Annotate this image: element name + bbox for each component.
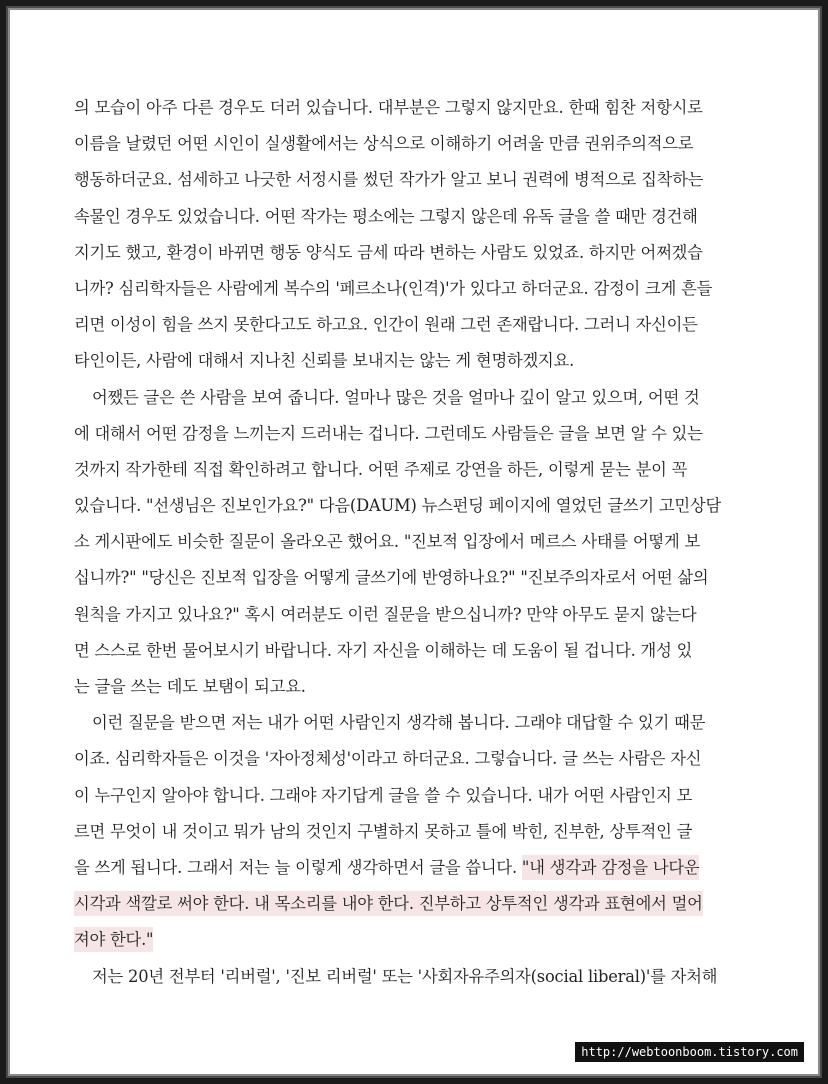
paragraph-1 [74,90,774,380]
highlighted-quote: 시각과 색깔로 써야 한다. 내 목소리를 내야 한다. 진부하고 상투적인 생각과 표현에서 멀어 [74,891,703,916]
text-line: 에 대해서 어떤 감정을 느끼는지 드러내는 겁니다. 그런데도 사람들은 글을 보면 알 수 있는 [74,423,703,443]
watermark-url: http://webtoonboom.tistory.com [575,1042,804,1062]
text-line: 이 누구인지 알아야 합니다. 그래야 자기답게 글을 쓸 수 있습니다. 내가 어떤 사람인지 모 [74,785,693,805]
text-line: 면 스스로 한번 물어보시기 바랍니다. 자기 자신을 이해하는 데 도움이 될 겁니다. 개성 있 [74,640,693,660]
text-line: 르면 무엇이 내 것이고 뭐가 남의 것인지 구별하지 못하고 틀에 박힌, 진부한, 상투적인 글 [74,821,693,841]
text-line: 이런 질문을 받으면 저는 내가 어떤 사람인지 생각해 봅니다. 그래야 대답할 수 있기 때문 [92,713,706,733]
text-line [74,922,774,958]
text-span: 을 쓰게 됩니다. 그래서 저는 늘 이렇게 생각하면서 글을 씁니다. [74,857,522,877]
paragraph-4 [74,959,774,995]
text-line: 것까지 작가한테 직접 확인하려고 합니다. 어떤 주제로 강연을 하든, 이렇게 묻는 분이 꼭 [74,459,688,479]
text-line: 는 글을 쓰는 데도 보탬이 되고요. [74,677,306,696]
paragraph-3 [74,705,774,958]
text-line: 이름을 날렸던 어떤 시인이 실생활에서는 상식으로 이해하기 어려울 만큼 권위주의적으로 [74,134,694,154]
text-line: 리면 이성이 힘을 쓰지 못한다고도 하고요. 인간이 원래 그런 존재랍니다. 그러니 자신이든 [74,315,698,335]
text-line: 이죠. 심리학자들은 이것을 '자아정체성'이라고 하더군요. 그렇습니다. 글 쓰는 사람은 자신 [74,749,702,769]
paragraph-2 [74,380,774,706]
text-line: 지기도 했고, 환경이 바뀌면 행동 양식도 금세 따라 변하는 사람도 있었죠. 하지만 어쩌겠습 [74,242,703,262]
text-line [74,850,774,886]
text-line: 속물인 경우도 있었습니다. 어떤 작가는 평소에는 그렇지 않은데 유독 글을 쓸 때만 경건해 [74,206,698,226]
book-page [74,90,774,995]
highlighted-quote: 져야 한다." [74,927,153,952]
text-line: 어쨌든 글은 쓴 사람을 보여 줍니다. 얼마나 많은 것을 얼마나 깊이 알고 있으며, 어떤 것 [92,387,700,407]
text-line: 의 모습이 아주 다른 경우도 더러 있습니다. 대부분은 그렇지 않지만요. 한때 힘찬 저항시로 [74,98,703,117]
text-line [74,886,774,922]
text-line: 니까? 심리학자들은 사람에게 복수의 '페르소나(인격)'가 있다고 하더군요. 감정이 크게 흔들 [74,278,713,298]
text-line: 원칙을 가지고 있나요?" 혹시 여러분도 이런 질문을 받으십니까? 만약 아무도 묻지 않는다 [74,604,697,624]
text-line: 소 게시판에도 비슷한 질문이 올라오곤 했어요. "진보적 입장에서 메르스 사태를 어떻게 보 [74,532,700,552]
text-line: 타인이든, 사람에 대해서 지나친 신뢰를 보내지는 않는 게 현명하겠지요. [74,351,575,371]
text-line: 저는 20년 전부터 '리버럴', '진보 리버럴' 또는 '사회자유주의자(social liberal)'를 자처해 [92,966,718,986]
text-line: 행동하더군요. 섬세하고 나긋한 서정시를 썼던 작가가 알고 보니 권력에 병적으로 집착하는 [74,170,704,190]
text-line: 있습니다. "선생님은 진보인가요?" 다음(DAUM) 뉴스펀딩 페이지에 열었던 글쓰기 고민상담 [74,496,722,516]
highlighted-quote: "내 생각과 감정을 나다운 [522,855,700,880]
text-line: 십니까?" "당신은 진보적 입장을 어떻게 글쓰기에 반영하나요?" "진보주의자로서 어떤 삶의 [74,568,709,588]
